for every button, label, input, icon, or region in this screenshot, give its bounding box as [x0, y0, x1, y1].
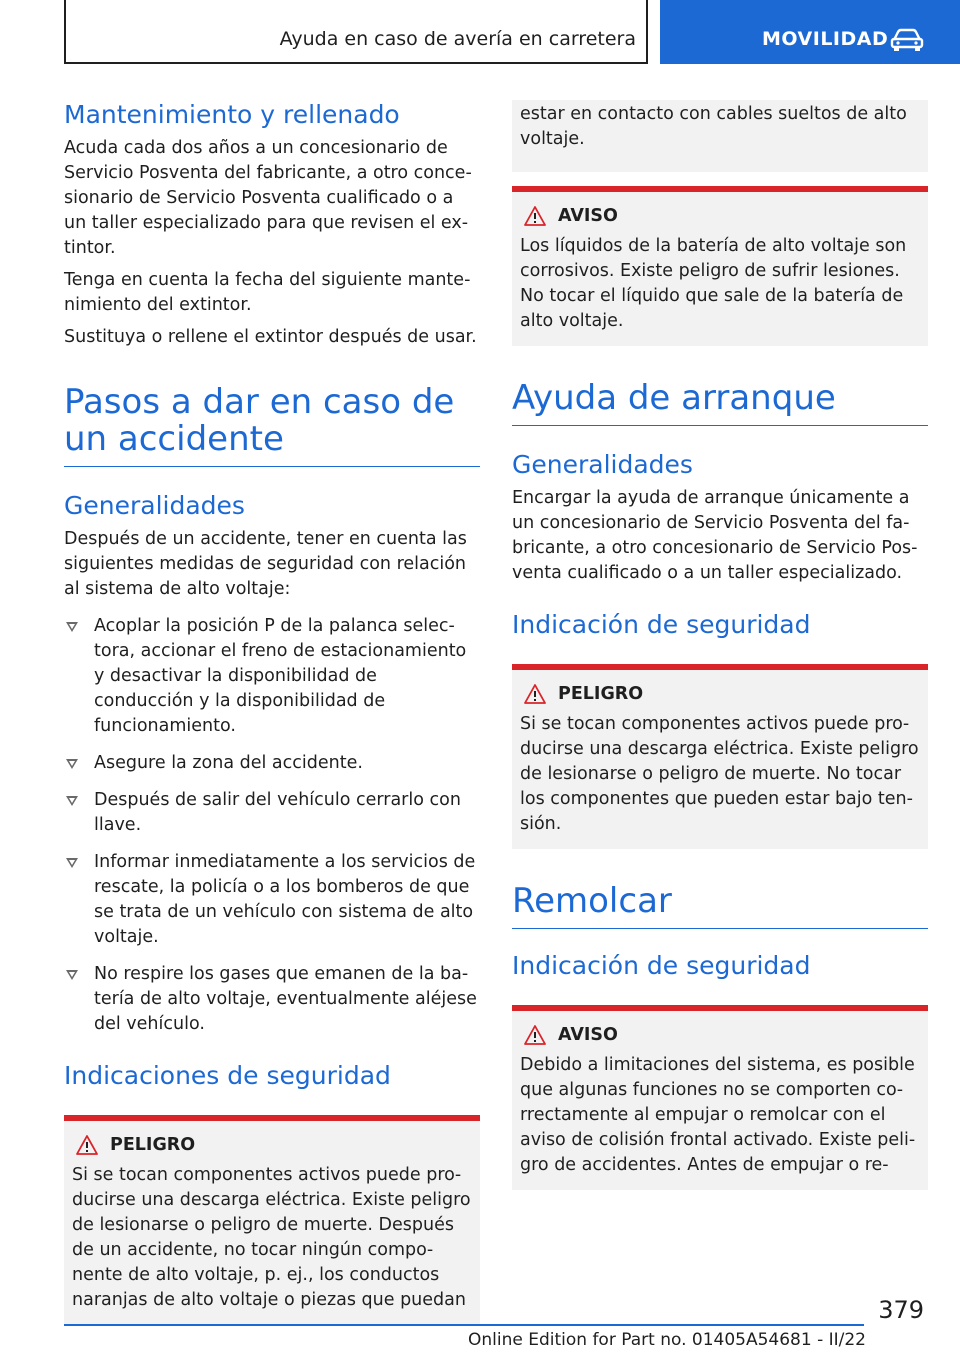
notice-1-label: AVISO: [558, 206, 618, 226]
continued-danger-box: [512, 100, 928, 172]
list-item: Asegure la zona del accidente.: [64, 751, 480, 776]
list-item: Informar inmediatamente a los servicios de rescate, la policía o a los bomberos de que se trata de un vehículo con sistema de alto voltaje.: [64, 850, 480, 950]
maintenance-paragraph-2: Tenga en cuenta la fecha del siguiente mantenimiento del extintor.: [64, 270, 471, 315]
accident-steps-list: [64, 614, 480, 1037]
bullet-triangle-icon: [66, 796, 78, 806]
jump-general-paragraph: Encargar la ayuda de arranque únicamente a un concesionario de Servicio Posventa del fabricante, a otro concesionario de Servicio Posventa cualificado o a un taller especializado.: [512, 488, 918, 583]
notice-2-label: AVISO: [558, 1025, 618, 1045]
right-column: [512, 100, 928, 1190]
list-item: No respire los gases que emanen de la batería de alto voltaje, eventualmente aléjese del vehículo.: [64, 962, 480, 1037]
notice-1-text: Los líquidos de la batería de alto voltaje son corrosivos. Existe peligro de sufrir lesiones. No tocar el líquido que sale de la batería de alto voltaje.: [520, 236, 907, 331]
towing-heading: Remolcar: [512, 883, 928, 929]
notice-box-1: [512, 186, 928, 346]
maintenance-paragraph-1: Acuda cada dos años a un concesionario de Servicio Posventa del fabricante, a otro concesionario de Servicio Posventa cualificado o a un taller especializado para que revisen el extintor.: [64, 138, 472, 258]
bullet-triangle-icon: [66, 858, 78, 868]
notice-box-2: [512, 1005, 928, 1190]
danger-box-2-title: [524, 682, 920, 706]
footer-divider: [64, 1324, 864, 1326]
page-header: [64, 0, 960, 64]
bullet-triangle-icon: [66, 759, 78, 769]
page-number: 379: [878, 1296, 924, 1324]
danger-box-title: [76, 1133, 472, 1157]
jump-general-heading: Generalidades: [512, 450, 693, 479]
danger-box: [64, 1115, 480, 1325]
notice-2-text: Debido a limitaciones del sistema, es posible que algunas funciones no se comporten correctamente al empujar o remolcar con el aviso de colisión frontal activado. Existe peligro de accidentes. Antes de empujar o re-: [520, 1055, 916, 1175]
bullet-triangle-icon: [66, 622, 78, 632]
warning-triangle-icon: [524, 684, 546, 704]
danger-text: Si se tocan componentes activos puede producirse una descarga eléctrica. Existe peligro de lesionarse o peligro de muerte. Después de un accidente, no tocar ningún componente de alto voltaje, p. ej., los conductos naranjas de alto voltaje o piezas que puedan: [72, 1165, 471, 1310]
notice-box-1-title: [524, 204, 920, 228]
general-paragraph: Después de un accidente, tener en cuenta las siguientes medidas de seguridad con relación al sistema de alto voltaje:: [64, 529, 467, 599]
danger-box-2: [512, 664, 928, 849]
chapter-tab: [64, 0, 648, 64]
maintenance-heading: Mantenimiento y rellenado: [64, 100, 400, 129]
bullet-triangle-icon: [66, 970, 78, 980]
left-column: [64, 100, 480, 1325]
notice-box-2-title: [524, 1023, 920, 1047]
warning-triangle-icon: [524, 1025, 546, 1045]
list-item: Después de salir del vehículo cerrarlo con llave.: [64, 788, 480, 838]
danger-label: PELIGRO: [110, 1135, 196, 1155]
continued-danger-text: estar en contacto con cables sueltos de alto voltaje.: [520, 104, 907, 149]
jump-safety-heading: Indicación de seguridad: [512, 610, 811, 639]
danger-2-text: Si se tocan componentes activos puede producirse una descarga eléctrica. Existe peligro de lesionarse o peligro de muerte. No tocar los componentes que pueden estar bajo tensión.: [520, 714, 919, 834]
section-tab: [660, 0, 960, 64]
edition-footer: Online Edition for Part no. 01405A54681 - II/22: [467, 1330, 866, 1350]
jump-start-heading: Ayuda de arranque: [512, 380, 928, 426]
list-item: Acoplar la posición P de la palanca selectora, accionar el freno de estacionamiento y desactivar la disponibilidad de conducción y la disponibilidad de funcionamiento.: [64, 614, 480, 739]
safety-heading: Indicaciones de seguridad: [64, 1061, 391, 1090]
warning-triangle-icon: [524, 206, 546, 226]
warning-triangle-icon: [76, 1135, 98, 1155]
car-icon: [890, 28, 924, 52]
general-heading: Generalidades: [64, 491, 245, 520]
danger-2-label: PELIGRO: [558, 684, 644, 704]
section-title: MOVILIDAD: [762, 28, 889, 50]
accident-heading: Pasos a dar en caso de un accidente: [64, 384, 480, 467]
towing-safety-heading: Indicación de seguridad: [512, 951, 811, 980]
maintenance-paragraph-3: Sustituya o rellene el extintor después de usar.: [64, 327, 477, 347]
chapter-title: Ayuda en caso de avería en carretera: [279, 28, 636, 50]
